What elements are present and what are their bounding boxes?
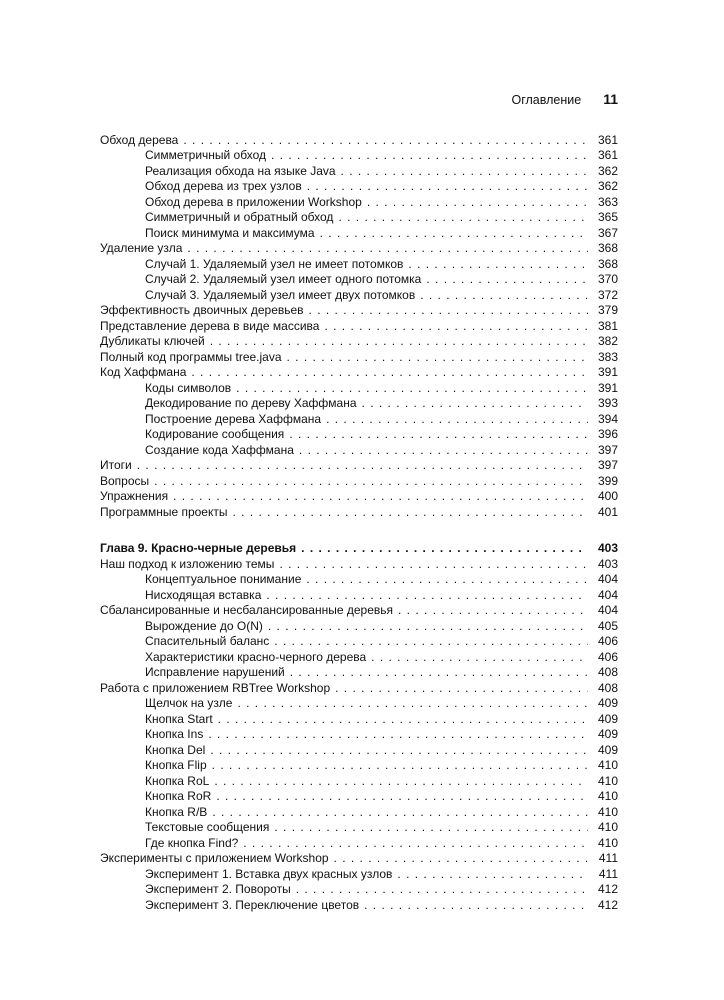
toc-entry-page-number: 401 xyxy=(597,504,618,519)
toc-entry-page-number: 410 xyxy=(597,820,618,834)
toc-entry-page-number: 368 xyxy=(597,256,618,271)
toc-entry-label: Код Хаффмана xyxy=(100,365,187,379)
toc-entry-page-number: 411 xyxy=(598,866,618,881)
toc-row xyxy=(100,836,618,852)
toc-row xyxy=(100,365,618,381)
toc-entry-page-number: 361 xyxy=(597,148,618,162)
toc-entry-page-number: 404 xyxy=(597,587,618,602)
toc-entry-label: Кнопка Ins xyxy=(145,727,204,741)
toc-row xyxy=(100,634,618,650)
toc-entry-page-number: 408 xyxy=(597,665,618,679)
dot-leader xyxy=(266,588,588,604)
toc-entry-label: Вырождение до O(N) xyxy=(145,618,263,633)
toc-entry-page-number: 409 xyxy=(597,742,618,757)
dot-leader xyxy=(397,867,588,883)
dot-leader xyxy=(326,412,588,428)
toc-row xyxy=(100,381,618,397)
toc-entry-label: Эксперименты с приложением Workshop xyxy=(100,851,329,865)
toc-row xyxy=(100,319,618,335)
dot-leader xyxy=(324,319,588,335)
toc-entry-label: Коды символов xyxy=(145,380,232,395)
page-header-number: 11 xyxy=(603,91,618,107)
toc-entry-label: Декодирование по дереву Хаффмана xyxy=(145,396,357,410)
page-header-title: Оглавление xyxy=(511,93,582,107)
dot-leader xyxy=(335,681,588,697)
toc-entry-page-number: 367 xyxy=(597,225,618,240)
toc-entry-page-number: 397 xyxy=(597,458,618,472)
toc-row xyxy=(100,226,618,242)
toc-chapter-row xyxy=(100,541,618,557)
toc-entry-page-number: 362 xyxy=(597,179,618,193)
toc-entry-page-number: 399 xyxy=(597,473,618,488)
toc-row xyxy=(100,867,618,883)
toc-row xyxy=(100,696,618,712)
dot-leader xyxy=(287,350,588,366)
toc-entry-label: Эффективность двоичных деревьев xyxy=(100,303,304,317)
toc-row xyxy=(100,443,618,459)
toc-entry-label: Представление дерева в виде массива xyxy=(100,318,320,333)
toc-entry-label: Эксперимент 1. Вставка двух красных узлов xyxy=(145,866,393,881)
toc-row xyxy=(100,774,618,790)
toc-entry-page-number: 379 xyxy=(597,303,618,317)
dot-leader xyxy=(214,774,588,790)
toc-row xyxy=(100,272,618,288)
toc-row xyxy=(100,805,618,821)
toc-entry-label: Симметричный обход xyxy=(145,148,266,162)
toc-row xyxy=(100,195,618,211)
toc-row xyxy=(100,179,618,195)
dot-leader xyxy=(299,443,588,459)
dot-leader xyxy=(216,789,588,805)
toc-row xyxy=(100,650,618,666)
toc-entry-label: Кнопка Del xyxy=(145,742,206,757)
dot-leader xyxy=(210,334,588,350)
toc-row xyxy=(100,727,618,743)
toc-entry-page-number: 405 xyxy=(597,618,618,633)
toc-entry-label: Программные проекты xyxy=(100,504,228,519)
dot-leader xyxy=(289,427,588,443)
dot-leader xyxy=(218,712,588,728)
toc-entry-page-number: 391 xyxy=(597,380,618,395)
toc-entry-label: Где кнопка Find? xyxy=(145,835,239,850)
dot-leader xyxy=(154,474,588,490)
toc-entry-page-number: 362 xyxy=(597,163,618,178)
dot-leader xyxy=(420,288,588,304)
dot-leader xyxy=(232,505,588,521)
dot-leader xyxy=(367,195,588,211)
toc-entry-label: Упражнения xyxy=(100,489,169,503)
toc-entry-label: Кнопка RoL xyxy=(145,773,210,788)
toc-entry-label: Кнопка Flip xyxy=(145,758,207,772)
dot-leader xyxy=(236,381,588,397)
toc-entry-page-number: 406 xyxy=(597,649,618,664)
dot-leader xyxy=(307,179,588,195)
toc-row xyxy=(100,474,618,490)
toc-entry-label: Нисходящая вставка xyxy=(145,587,262,602)
toc-row xyxy=(100,665,618,681)
toc-row xyxy=(100,603,618,619)
toc-row xyxy=(100,851,618,867)
toc-entry-page-number: 403 xyxy=(597,556,618,571)
dot-leader xyxy=(296,882,588,898)
toc-entry-label: Эксперимент 3. Переключение цветов xyxy=(145,897,360,912)
toc-entry-page-number: 410 xyxy=(597,758,618,772)
toc-row xyxy=(100,164,618,180)
toc-entry-page-number: 393 xyxy=(597,396,618,410)
toc-entry-label: Полный код программы tree.java xyxy=(100,349,282,364)
toc-row xyxy=(100,588,618,604)
dot-leader xyxy=(212,758,588,774)
toc-row xyxy=(100,334,618,350)
toc-entry-page-number: 396 xyxy=(597,427,618,441)
dot-leader xyxy=(237,696,588,712)
toc-row xyxy=(100,412,618,428)
toc-entry-page-number: 368 xyxy=(597,241,618,255)
toc-row xyxy=(100,350,618,366)
toc-entry-label: Исправление нарушений xyxy=(145,665,285,679)
dot-leader xyxy=(309,303,588,319)
dot-leader xyxy=(279,557,588,573)
dot-leader xyxy=(187,241,588,257)
toc-row xyxy=(100,681,618,697)
toc-list xyxy=(100,133,618,914)
toc-entry-label: Симметричный и обратный обход xyxy=(145,210,334,224)
toc-entry-page-number: 404 xyxy=(597,572,618,586)
toc-entry-page-number: 409 xyxy=(597,711,618,726)
toc-entry-label: Кодирование сообщения xyxy=(145,427,285,441)
toc-entry-page-number: 412 xyxy=(597,882,618,896)
toc-entry-label: Концептуальное понимание xyxy=(145,572,302,586)
dot-leader xyxy=(274,820,588,836)
toc-entry-label: Создание кода Хаффмана xyxy=(145,442,294,457)
toc-entry-page-number: 370 xyxy=(597,272,618,286)
toc-entry-label: Обход дерева xyxy=(100,132,179,147)
toc-entry-page-number: 403 xyxy=(597,541,618,555)
toc-entry-label: Поиск минимума и максимума xyxy=(145,225,315,240)
toc-entry-page-number: 406 xyxy=(597,634,618,648)
toc-entry-label: Случай 1. Удаляемый узел не имеет потомков xyxy=(145,256,404,271)
toc-row xyxy=(100,396,618,412)
toc-row xyxy=(100,898,618,914)
toc-entry-page-number: 408 xyxy=(597,680,618,695)
toc-row xyxy=(100,210,618,226)
toc-entry-label: Глава 9. Красно-черные деревья xyxy=(100,541,297,555)
toc-entry-page-number: 409 xyxy=(597,696,618,710)
toc-entry-page-number: 363 xyxy=(597,194,618,209)
toc-row xyxy=(100,619,618,635)
toc-row xyxy=(100,257,618,273)
toc-entry-page-number: 412 xyxy=(597,897,618,912)
toc-entry-label: Кнопка Start xyxy=(145,711,213,726)
dot-leader xyxy=(137,458,588,474)
dot-leader xyxy=(173,489,588,505)
toc-entry-page-number: 400 xyxy=(597,489,618,503)
dot-leader xyxy=(191,365,588,381)
toc-row xyxy=(100,505,618,521)
toc-entry-page-number: 394 xyxy=(597,411,618,426)
toc-entry-page-number: 397 xyxy=(597,442,618,457)
toc-entry-page-number: 361 xyxy=(597,132,618,147)
toc-entry-page-number: 383 xyxy=(597,349,618,364)
toc-entry-label: Кнопка RoR xyxy=(145,789,212,803)
dot-leader xyxy=(208,727,588,743)
toc-row xyxy=(100,557,618,573)
toc-entry-label: Эксперимент 2. Повороты xyxy=(145,882,291,896)
toc-row xyxy=(100,458,618,474)
toc-row xyxy=(100,743,618,759)
toc-entry-page-number: 410 xyxy=(597,789,618,803)
toc-entry-page-number: 382 xyxy=(597,334,618,348)
dot-leader xyxy=(290,665,588,681)
toc-entry-label: Спасительный баланс xyxy=(145,634,270,648)
toc-entry-label: Случай 3. Удаляемый узел имеет двух потомков xyxy=(145,287,416,302)
toc-entry-page-number: 410 xyxy=(597,804,618,819)
toc-entry-label: Вопросы xyxy=(100,473,150,488)
dot-leader xyxy=(268,619,588,635)
toc-entry-label: Кнопка R/B xyxy=(145,804,208,819)
toc-row xyxy=(100,712,618,728)
dot-leader xyxy=(301,541,588,557)
toc-row xyxy=(100,241,618,257)
dot-leader xyxy=(210,743,588,759)
toc-entry-page-number: 365 xyxy=(597,210,618,224)
dot-leader xyxy=(212,805,588,821)
dot-leader xyxy=(271,148,588,164)
toc-row xyxy=(100,133,618,149)
toc-entry-label: Случай 2. Удаляемый узел имеет одного потомка xyxy=(145,272,422,286)
toc-entry-label: Обход дерева из трех узлов xyxy=(145,179,302,193)
toc-entry-page-number: 411 xyxy=(598,851,618,865)
toc-entry-label: Дубликаты ключей xyxy=(100,334,205,348)
toc-row xyxy=(100,427,618,443)
toc-entry-label: Наш подход к изложению темы xyxy=(100,556,275,571)
dot-leader xyxy=(362,396,588,412)
toc-entry-page-number: 410 xyxy=(597,773,618,788)
toc-entry-label: Итоги xyxy=(100,458,132,472)
toc-entry-label: Щелчок на узле xyxy=(145,696,233,710)
toc-entry-label: Характеристики красно-черного дерева xyxy=(145,649,367,664)
dot-leader xyxy=(320,226,588,242)
toc-entry-page-number: 409 xyxy=(597,727,618,741)
toc-entry-label: Построение дерева Хаффмана xyxy=(145,411,322,426)
toc-entry-page-number: 381 xyxy=(597,318,618,333)
toc-row xyxy=(100,820,618,836)
toc-entry-page-number: 391 xyxy=(597,365,618,379)
toc-entry-label: Текстовые сообщения xyxy=(145,820,270,834)
toc-entry-page-number: 372 xyxy=(597,287,618,302)
toc-entry-label: Обход дерева в приложении Workshop xyxy=(145,194,362,209)
dot-leader xyxy=(183,133,588,149)
dot-leader xyxy=(338,210,588,226)
toc-row xyxy=(100,882,618,898)
toc-entry-page-number: 404 xyxy=(597,603,618,617)
dot-leader xyxy=(408,257,588,273)
toc-row xyxy=(100,303,618,319)
dot-leader xyxy=(398,603,588,619)
toc-row xyxy=(100,789,618,805)
dot-leader xyxy=(274,634,588,650)
toc-row xyxy=(100,489,618,505)
dot-leader xyxy=(426,272,588,288)
toc-entry-label: Реализация обхода на языке Java xyxy=(145,163,336,178)
toc-row xyxy=(100,288,618,304)
toc-row xyxy=(100,572,618,588)
toc-entry-label: Сбалансированные и несбалансированные деревья xyxy=(100,603,394,617)
dot-leader xyxy=(341,164,588,180)
dot-leader xyxy=(334,851,588,867)
toc-row xyxy=(100,148,618,164)
toc-entry-label: Работа с приложением RBTree Workshop xyxy=(100,680,331,695)
running-head xyxy=(100,92,618,109)
toc-row xyxy=(100,758,618,774)
dot-leader xyxy=(371,650,588,666)
dot-leader xyxy=(364,898,588,914)
toc-entry-label: Удаление узла xyxy=(100,241,183,255)
dot-leader xyxy=(306,572,588,588)
toc-entry-page-number: 410 xyxy=(597,835,618,850)
dot-leader xyxy=(243,836,588,852)
